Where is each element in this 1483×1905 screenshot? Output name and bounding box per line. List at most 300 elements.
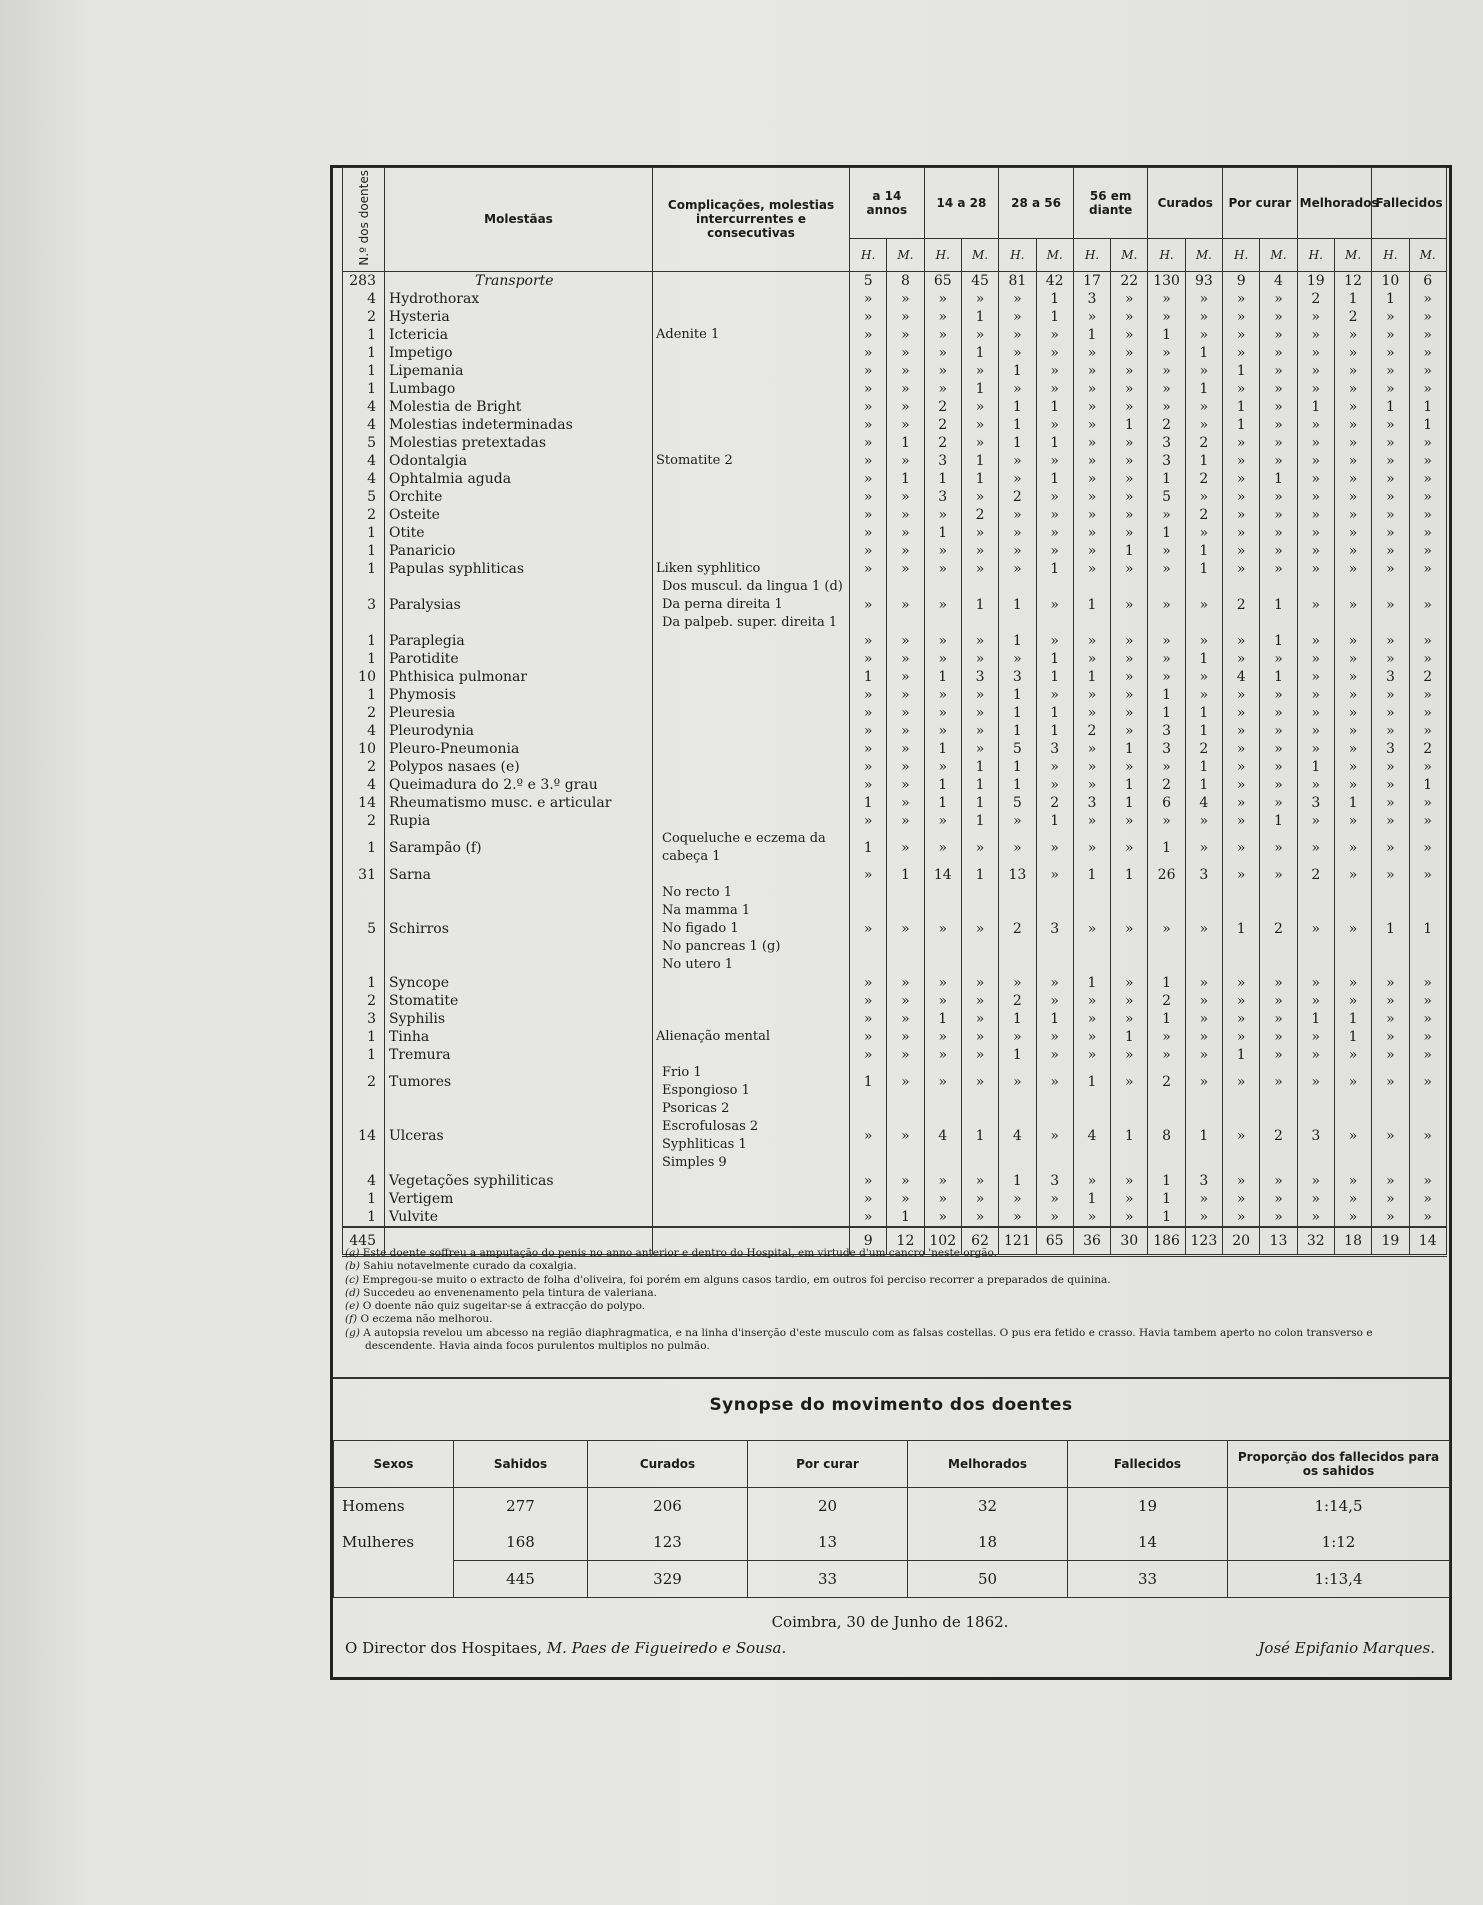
header-sex: H.: [1223, 238, 1260, 271]
count-cell: »: [1372, 452, 1409, 470]
count-cell: »: [850, 1028, 887, 1046]
complication-line: Escrofulosas 2: [662, 1118, 759, 1134]
count-cell: »: [1185, 1190, 1222, 1208]
count-cell: »: [1334, 434, 1371, 452]
count-cell: 5: [999, 740, 1036, 758]
count-cell: »: [1223, 1190, 1260, 1208]
synopsis-header: Curados: [588, 1441, 748, 1488]
header-group: Fallecidos: [1372, 168, 1447, 239]
count-cell: »: [1297, 434, 1334, 452]
count-cell: 3: [1148, 452, 1185, 470]
count-cell: 93: [1185, 271, 1222, 290]
patient-count: 4: [343, 290, 385, 308]
disease-name: Vegetações syphiliticas: [385, 1172, 653, 1190]
count-cell: 1: [999, 1046, 1036, 1064]
header-sex: H.: [1148, 238, 1185, 271]
count-cell: »: [1036, 488, 1073, 506]
count-cell: »: [887, 632, 924, 650]
count-cell: »: [1409, 578, 1446, 632]
count-cell: »: [1260, 794, 1297, 812]
count-cell: »: [850, 740, 887, 758]
count-cell: »: [1111, 758, 1148, 776]
count-cell: »: [1260, 866, 1297, 884]
count-cell: »: [1036, 506, 1073, 524]
count-cell: »: [1297, 722, 1334, 740]
count-cell: 1: [1223, 416, 1260, 434]
count-cell: 1: [961, 380, 998, 398]
header-sex: H.: [850, 238, 887, 271]
count-cell: »: [1223, 488, 1260, 506]
disease-name: Tremura: [385, 1046, 653, 1064]
count-cell: »: [1297, 416, 1334, 434]
count-cell: »: [850, 1190, 887, 1208]
count-cell: 45: [961, 271, 998, 290]
count-cell: »: [1073, 362, 1110, 380]
synopsis-row: [334, 1524, 1450, 1561]
footnote: [345, 1274, 1440, 1287]
count-cell: 1: [1409, 398, 1446, 416]
total-cell: 14: [1409, 1227, 1446, 1256]
table-row: [343, 1046, 1447, 1064]
count-cell: »: [850, 1010, 887, 1028]
count-cell: »: [850, 686, 887, 704]
count-cell: »: [1297, 650, 1334, 668]
count-cell: 2: [924, 416, 961, 434]
complication: [653, 776, 850, 794]
count-cell: 1: [1111, 416, 1148, 434]
count-cell: »: [1223, 776, 1260, 794]
count-cell: »: [924, 1208, 961, 1227]
count-cell: 130: [1148, 271, 1185, 290]
count-cell: »: [999, 812, 1036, 830]
header-sex: H.: [1073, 238, 1110, 271]
count-cell: »: [1372, 1208, 1409, 1227]
synopsis-sex: [334, 1561, 454, 1598]
count-cell: »: [1223, 686, 1260, 704]
count-cell: »: [887, 686, 924, 704]
count-cell: »: [924, 1046, 961, 1064]
count-cell: »: [1036, 542, 1073, 560]
count-cell: »: [924, 992, 961, 1010]
patient-count: 31: [343, 866, 385, 884]
count-cell: »: [1334, 416, 1371, 434]
count-cell: »: [1111, 344, 1148, 362]
count-cell: »: [924, 560, 961, 578]
count-cell: 1: [1111, 866, 1148, 884]
count-cell: »: [961, 560, 998, 578]
count-cell: 1: [961, 794, 998, 812]
count-cell: »: [1334, 1100, 1371, 1172]
complication: [653, 380, 850, 398]
count-cell: »: [1297, 1172, 1334, 1190]
table-row: [343, 650, 1447, 668]
count-cell: »: [1409, 1100, 1446, 1172]
count-cell: »: [1036, 362, 1073, 380]
count-cell: 2: [961, 506, 998, 524]
count-cell: »: [924, 758, 961, 776]
count-cell: 1: [1073, 1190, 1110, 1208]
count-cell: »: [1185, 398, 1222, 416]
count-cell: »: [1148, 308, 1185, 326]
count-cell: »: [1223, 758, 1260, 776]
count-cell: »: [1409, 722, 1446, 740]
complication: [653, 1208, 850, 1227]
count-cell: »: [961, 650, 998, 668]
count-cell: »: [1334, 668, 1371, 686]
count-cell: 4: [1223, 668, 1260, 686]
count-cell: »: [961, 434, 998, 452]
disease-name: Hydrothorax: [385, 290, 653, 308]
count-cell: »: [1334, 632, 1371, 650]
count-cell: »: [1372, 434, 1409, 452]
count-cell: »: [1409, 290, 1446, 308]
count-cell: »: [1223, 1064, 1260, 1100]
disease-name: Ulceras: [385, 1100, 653, 1172]
count-cell: »: [999, 452, 1036, 470]
count-cell: »: [887, 704, 924, 722]
count-cell: »: [850, 380, 887, 398]
count-cell: 1: [1334, 290, 1371, 308]
count-cell: »: [1111, 560, 1148, 578]
complication-line: No utero 1: [662, 956, 734, 972]
count-cell: »: [850, 704, 887, 722]
synopsis-cell: 33: [1068, 1561, 1228, 1598]
count-cell: »: [1297, 488, 1334, 506]
count-cell: »: [1148, 398, 1185, 416]
count-cell: 3: [1148, 722, 1185, 740]
count-cell: »: [961, 1208, 998, 1227]
count-cell: »: [961, 722, 998, 740]
count-cell: »: [1297, 560, 1334, 578]
patient-count: 10: [343, 740, 385, 758]
count-cell: 1: [999, 398, 1036, 416]
count-cell: »: [1111, 1064, 1148, 1100]
count-cell: »: [1372, 506, 1409, 524]
count-cell: »: [1223, 704, 1260, 722]
count-cell: »: [1223, 380, 1260, 398]
total-cell: 186: [1148, 1227, 1185, 1256]
patient-count: 14: [343, 794, 385, 812]
count-cell: »: [1148, 884, 1185, 974]
count-cell: »: [961, 1028, 998, 1046]
count-cell: »: [1073, 1208, 1110, 1227]
count-cell: 1: [1334, 794, 1371, 812]
count-cell: »: [1148, 578, 1185, 632]
count-cell: 4: [1185, 794, 1222, 812]
count-cell: »: [1297, 830, 1334, 866]
count-cell: 1: [1223, 1046, 1260, 1064]
total-cell: 123: [1185, 1227, 1222, 1256]
count-cell: »: [1111, 398, 1148, 416]
count-cell: »: [850, 542, 887, 560]
patient-count: 1: [343, 326, 385, 344]
count-cell: »: [1111, 362, 1148, 380]
count-cell: 1: [1185, 650, 1222, 668]
complication: [653, 398, 850, 416]
patient-count: 1: [343, 632, 385, 650]
count-cell: »: [1073, 758, 1110, 776]
count-cell: 1: [1036, 650, 1073, 668]
count-cell: »: [1185, 1028, 1222, 1046]
count-cell: 9: [1223, 271, 1260, 290]
count-cell: »: [924, 362, 961, 380]
count-cell: »: [887, 1190, 924, 1208]
count-cell: »: [1334, 704, 1371, 722]
synopsis-cell: 329: [588, 1561, 748, 1598]
complication: [653, 740, 850, 758]
count-cell: »: [850, 560, 887, 578]
count-cell: 1: [1036, 308, 1073, 326]
count-cell: 1: [961, 866, 998, 884]
count-cell: »: [1223, 740, 1260, 758]
synopsis-sex: Mulheres: [334, 1524, 454, 1561]
table-row: [343, 776, 1447, 794]
count-cell: »: [1334, 884, 1371, 974]
table-row: [343, 524, 1447, 542]
count-cell: 3: [1036, 740, 1073, 758]
count-cell: »: [1111, 1046, 1148, 1064]
disease-name: Sarna: [385, 866, 653, 884]
count-cell: »: [1073, 452, 1110, 470]
count-cell: »: [1334, 380, 1371, 398]
count-cell: 13: [999, 866, 1036, 884]
count-cell: »: [1223, 974, 1260, 992]
count-cell: »: [1223, 794, 1260, 812]
header-group: Por curar: [1223, 168, 1298, 239]
table-row: [343, 290, 1447, 308]
count-cell: »: [1409, 1064, 1446, 1100]
count-cell: 1: [1111, 740, 1148, 758]
count-cell: »: [850, 866, 887, 884]
count-cell: 1: [1185, 704, 1222, 722]
count-cell: »: [887, 416, 924, 434]
count-cell: »: [961, 632, 998, 650]
disease-name: Panaricio: [385, 542, 653, 560]
count-cell: »: [850, 362, 887, 380]
count-cell: »: [961, 686, 998, 704]
count-cell: 1: [1036, 470, 1073, 488]
count-cell: »: [1297, 1064, 1334, 1100]
count-cell: 1: [1073, 866, 1110, 884]
header-sex: H.: [1372, 238, 1409, 271]
count-cell: »: [1372, 308, 1409, 326]
count-cell: 17: [1073, 271, 1110, 290]
count-cell: »: [1260, 380, 1297, 398]
count-cell: »: [1111, 578, 1148, 632]
patient-count: 2: [343, 1064, 385, 1100]
count-cell: »: [961, 362, 998, 380]
date-line: Coimbra, 30 de Junho de 1862.: [771, 1613, 1009, 1631]
footnote-tag: (c): [345, 1273, 360, 1286]
count-cell: »: [887, 1064, 924, 1100]
count-cell: »: [1297, 704, 1334, 722]
count-cell: »: [1297, 524, 1334, 542]
synopsis-sex: Homens: [334, 1488, 454, 1525]
complication: [653, 271, 850, 290]
count-cell: 3: [1148, 740, 1185, 758]
table-row: [343, 416, 1447, 434]
count-cell: »: [850, 1172, 887, 1190]
count-cell: »: [1334, 470, 1371, 488]
count-cell: »: [924, 1028, 961, 1046]
count-cell: »: [1334, 650, 1371, 668]
count-cell: 2: [1185, 740, 1222, 758]
count-cell: 1: [1036, 812, 1073, 830]
count-cell: »: [887, 326, 924, 344]
table-row: [343, 488, 1447, 506]
count-cell: »: [1185, 1064, 1222, 1100]
count-cell: »: [1073, 884, 1110, 974]
count-cell: »: [1111, 1172, 1148, 1190]
count-cell: »: [1260, 650, 1297, 668]
count-cell: »: [1409, 830, 1446, 866]
count-cell: »: [1297, 344, 1334, 362]
count-cell: »: [1334, 974, 1371, 992]
table-row: [343, 704, 1447, 722]
count-cell: »: [1297, 812, 1334, 830]
count-cell: 1: [999, 758, 1036, 776]
count-cell: »: [1260, 488, 1297, 506]
count-cell: »: [1260, 1046, 1297, 1064]
count-cell: »: [1185, 524, 1222, 542]
count-cell: »: [887, 668, 924, 686]
table-row: [343, 974, 1447, 992]
header-sex: H.: [1297, 238, 1334, 271]
complication: [653, 974, 850, 992]
count-cell: 1: [850, 668, 887, 686]
count-cell: 2: [1148, 416, 1185, 434]
patient-count: 1: [343, 1046, 385, 1064]
count-cell: »: [1111, 506, 1148, 524]
count-cell: »: [1372, 1046, 1409, 1064]
count-cell: »: [999, 326, 1036, 344]
count-cell: »: [999, 524, 1036, 542]
count-cell: »: [1409, 704, 1446, 722]
complication-line: No recto 1: [662, 884, 732, 900]
complication: [653, 1010, 850, 1028]
patient-count: 1: [343, 362, 385, 380]
count-cell: »: [887, 398, 924, 416]
table-row: [343, 344, 1447, 362]
table-row: [343, 740, 1447, 758]
count-cell: 1: [1111, 1028, 1148, 1046]
count-cell: »: [1297, 632, 1334, 650]
count-cell: »: [924, 1172, 961, 1190]
count-cell: »: [1185, 326, 1222, 344]
count-cell: »: [1409, 1190, 1446, 1208]
count-cell: 1: [924, 470, 961, 488]
complication-line: Simples 9: [662, 1154, 727, 1170]
total-cell: 9: [850, 1227, 887, 1256]
table-row: [343, 1208, 1447, 1227]
complication-line: cabeça 1: [662, 848, 721, 864]
patient-count: 1: [343, 524, 385, 542]
count-cell: »: [1372, 758, 1409, 776]
count-cell: 1: [999, 776, 1036, 794]
total-cell: 12: [887, 1227, 924, 1256]
count-cell: »: [1334, 542, 1371, 560]
count-cell: »: [1148, 560, 1185, 578]
count-cell: 1: [1073, 974, 1110, 992]
count-cell: 1: [961, 812, 998, 830]
count-cell: »: [1260, 560, 1297, 578]
patient-count: 1: [343, 560, 385, 578]
count-cell: »: [1036, 326, 1073, 344]
count-cell: »: [999, 542, 1036, 560]
synopsis-row: [334, 1561, 1450, 1598]
header-group: Curados: [1148, 168, 1223, 239]
count-cell: »: [1111, 812, 1148, 830]
count-cell: 1: [850, 794, 887, 812]
count-cell: 14: [924, 866, 961, 884]
table-row: [343, 1028, 1447, 1046]
count-cell: »: [1372, 560, 1409, 578]
synopsis-header: Por curar: [748, 1441, 908, 1488]
count-cell: »: [1223, 506, 1260, 524]
count-cell: »: [1334, 488, 1371, 506]
count-cell: »: [1185, 308, 1222, 326]
disease-name: Syncope: [385, 974, 653, 992]
count-cell: »: [887, 722, 924, 740]
count-cell: »: [887, 758, 924, 776]
count-cell: 2: [1073, 722, 1110, 740]
synopsis-cell: 123: [588, 1524, 748, 1561]
count-cell: 65: [924, 271, 961, 290]
complication: [653, 1190, 850, 1208]
count-cell: »: [1073, 506, 1110, 524]
count-cell: »: [924, 830, 961, 866]
table-row: [343, 668, 1447, 686]
disease-name: Vertigem: [385, 1190, 653, 1208]
count-cell: »: [961, 1172, 998, 1190]
patient-count: 5: [343, 434, 385, 452]
count-cell: »: [1111, 884, 1148, 974]
table-row: [343, 1064, 1447, 1100]
complication: [653, 1172, 850, 1190]
patient-count: 1: [343, 344, 385, 362]
count-cell: 4: [924, 1100, 961, 1172]
count-cell: »: [924, 326, 961, 344]
count-cell: »: [999, 560, 1036, 578]
count-cell: »: [1148, 380, 1185, 398]
patient-count: 5: [343, 884, 385, 974]
total-cell: 65: [1036, 1227, 1073, 1256]
complication: [653, 758, 850, 776]
count-cell: »: [1185, 416, 1222, 434]
count-cell: »: [850, 722, 887, 740]
count-cell: 1: [924, 1010, 961, 1028]
count-cell: 1: [1297, 758, 1334, 776]
count-cell: »: [1073, 524, 1110, 542]
count-cell: 2: [1148, 776, 1185, 794]
footnote: [345, 1300, 1440, 1313]
count-cell: »: [1073, 1172, 1110, 1190]
count-cell: 4: [1073, 1100, 1110, 1172]
count-cell: »: [1036, 1100, 1073, 1172]
count-cell: »: [1036, 344, 1073, 362]
count-cell: 3: [1036, 884, 1073, 974]
count-cell: »: [1148, 812, 1185, 830]
count-cell: »: [1223, 560, 1260, 578]
header-group: a 14 annos: [850, 168, 925, 239]
complication: [653, 668, 850, 686]
count-cell: »: [924, 632, 961, 650]
disease-name: Osteite: [385, 506, 653, 524]
complication-line: Na mamma 1: [662, 902, 751, 918]
complication: [653, 704, 850, 722]
count-cell: 1: [999, 686, 1036, 704]
count-cell: 1: [1260, 668, 1297, 686]
